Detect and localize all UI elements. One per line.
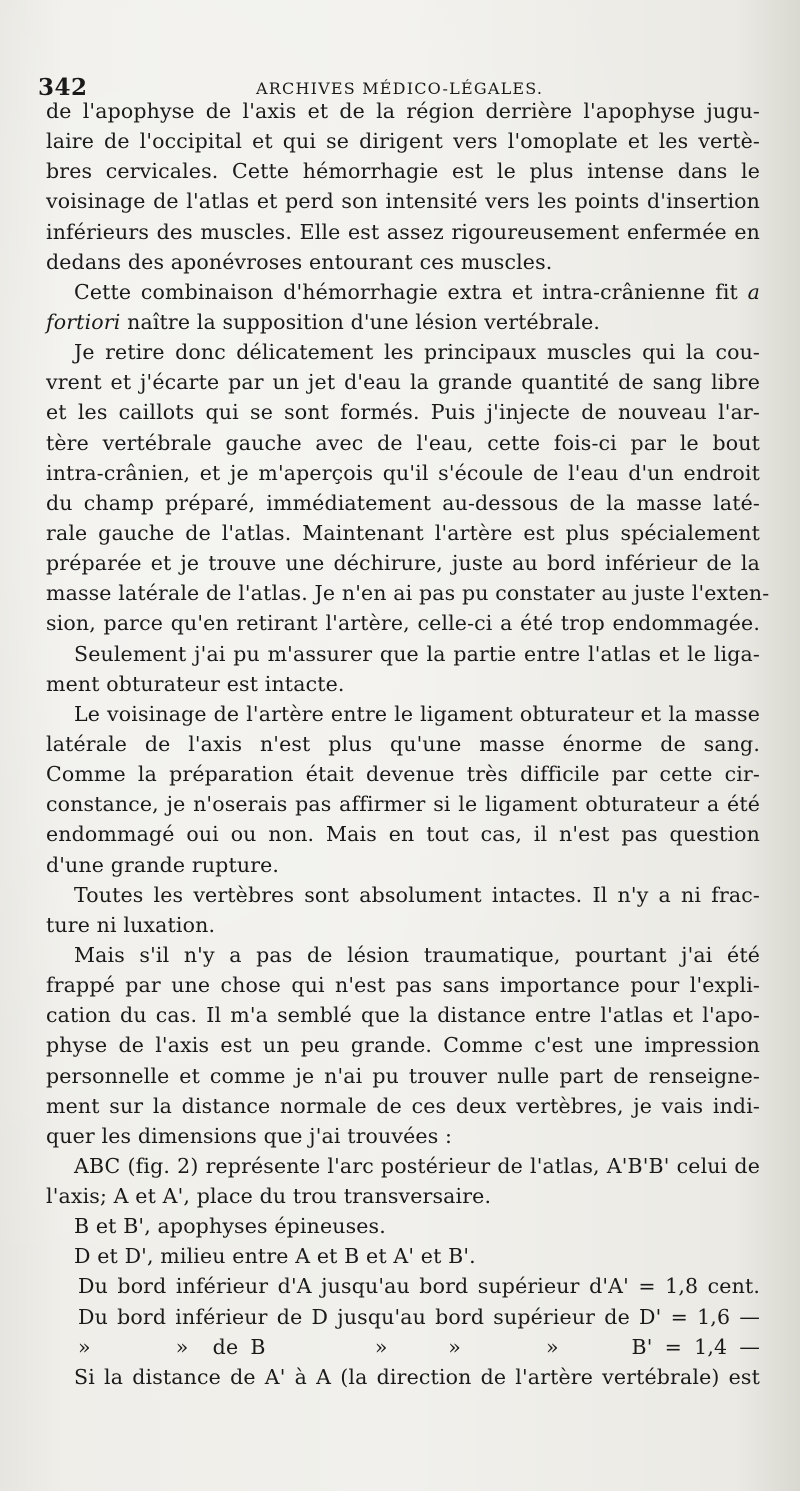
italic-phrase: a bbox=[747, 279, 760, 304]
text-line: préparée et je trouve une déchirure, juste au bord inférieur de la bbox=[46, 551, 760, 576]
measurement-line: Du bord inférieur d'A jusqu'au bord supérieur d'A' = 1,8 cent. bbox=[78, 1274, 760, 1299]
running-title: ARCHIVES MÉDICO-LÉGALES. bbox=[256, 79, 544, 98]
text-line: constance, je n'oserais pas affirmer si le ligament obturateur a été bbox=[46, 792, 760, 817]
text-line: endommagé oui ou non. Mais en tout cas, il n'est pas question bbox=[46, 822, 760, 847]
text-line: d'une grande rupture. bbox=[46, 852, 280, 877]
text-line: ABC (fig. 2) représente l'arc postérieur de l'atlas, A'B'B' celui de bbox=[74, 1153, 760, 1178]
text-line: intra-crânien, et je m'aperçois qu'il s'écoule de l'eau d'un endroit bbox=[46, 460, 760, 485]
text-line: B et B', apophyses épineuses. bbox=[74, 1214, 386, 1239]
text-line: cation du cas. Il m'a semblé que la distance entre l'atlas et l'apo- bbox=[46, 1003, 760, 1028]
measurement-line: » » de B » » » B' = 1,4 — bbox=[78, 1334, 760, 1359]
text-line: ment obturateur est intacte. bbox=[46, 671, 345, 696]
text-line: Cette combinaison d'hémorrhagie extra et intra-crânienne fit a bbox=[74, 279, 760, 304]
text-line: tère vertébrale gauche avec de l'eau, cette fois-ci par le bout bbox=[46, 430, 760, 455]
text-line: frappé par une chose qui n'est pas sans importance pour l'expli- bbox=[46, 973, 760, 998]
text-line: Si la distance de A' à A (la direction de l'artère vertébrale) est bbox=[74, 1364, 760, 1389]
text-line: ment sur la distance normale de ces deux vertèbres, je vais indi- bbox=[46, 1093, 760, 1118]
text-line: rale gauche de l'atlas. Maintenant l'artère est plus spécialement bbox=[46, 520, 760, 545]
text-line: dedans des aponévroses entourant ces muscles. bbox=[46, 249, 553, 274]
text-line bbox=[46, 307, 760, 337]
text-line: latérale de l'axis n'est plus qu'une masse énorme de sang. bbox=[46, 731, 760, 756]
text-line: Seulement j'ai pu m'assurer que la partie entre l'atlas et le liga- bbox=[74, 641, 760, 666]
text-line: et les caillots qui se sont formés. Puis j'injecte de nouveau l'ar- bbox=[46, 400, 760, 425]
text-line: physe de l'axis est un peu grande. Comme c'est une impression bbox=[46, 1033, 760, 1058]
text-line: Toutes les vertèbres sont absolument intactes. Il n'y a ni frac- bbox=[74, 882, 760, 907]
text-line: l'axis; A et A', place du trou transversaire. bbox=[46, 1184, 492, 1209]
text-line: ture ni luxation. bbox=[46, 912, 216, 937]
text-line: personnelle et comme je n'ai pu trouver nulle part de renseigne- bbox=[46, 1063, 760, 1088]
text-line: vrent et j'écarte par un jet d'eau la grande quantité de sang libre bbox=[46, 370, 760, 395]
text-line: Comme la préparation était devenue très difficile par cette cir- bbox=[46, 762, 760, 787]
text-line: Je retire donc délicatement les principaux muscles qui la cou- bbox=[74, 340, 760, 365]
text-line: bres cervicales. Cette hémorrhagie est le plus intense dans le bbox=[46, 159, 760, 184]
text-line-rest: naître la supposition d'une lésion vertébrale. bbox=[120, 309, 601, 334]
body-text bbox=[46, 96, 770, 1392]
text-line: quer les dimensions que j'ai trouvées : bbox=[46, 1123, 453, 1148]
text-line: Le voisinage de l'artère entre le ligament obturateur et la masse bbox=[74, 701, 760, 726]
text-line: Mais s'il n'y a pas de lésion traumatique, pourtant j'ai été bbox=[74, 942, 760, 967]
text-line: inférieurs des muscles. Elle est assez rigoureusement enfermée en bbox=[46, 219, 760, 244]
measurement-line: Du bord inférieur de D jusqu'au bord supérieur de D' = 1,6 — bbox=[78, 1304, 760, 1329]
text-line: du champ préparé, immédiatement au-dessous de la masse laté- bbox=[46, 490, 760, 515]
page-number: 342 bbox=[38, 74, 88, 101]
text-line: D et D', milieu entre A et B et A' et B'. bbox=[74, 1244, 476, 1269]
text-line: de l'apophyse de l'axis et de la région derrière l'apophyse jugu- bbox=[46, 99, 760, 123]
text-line: masse latérale de l'atlas. Je n'en ai pas pu constater au juste l'exten- bbox=[46, 581, 770, 606]
text-line: voisinage de l'atlas et perd son intensité vers les points d'insertion bbox=[46, 189, 760, 214]
text-line: sion, parce qu'en retirant l'artère, celle-ci a été trop endommagée. bbox=[46, 611, 760, 636]
text-line: laire de l'occipital et qui se dirigent vers l'omoplate et les vertè- bbox=[46, 129, 760, 154]
italic-phrase: fortiori bbox=[46, 309, 121, 334]
